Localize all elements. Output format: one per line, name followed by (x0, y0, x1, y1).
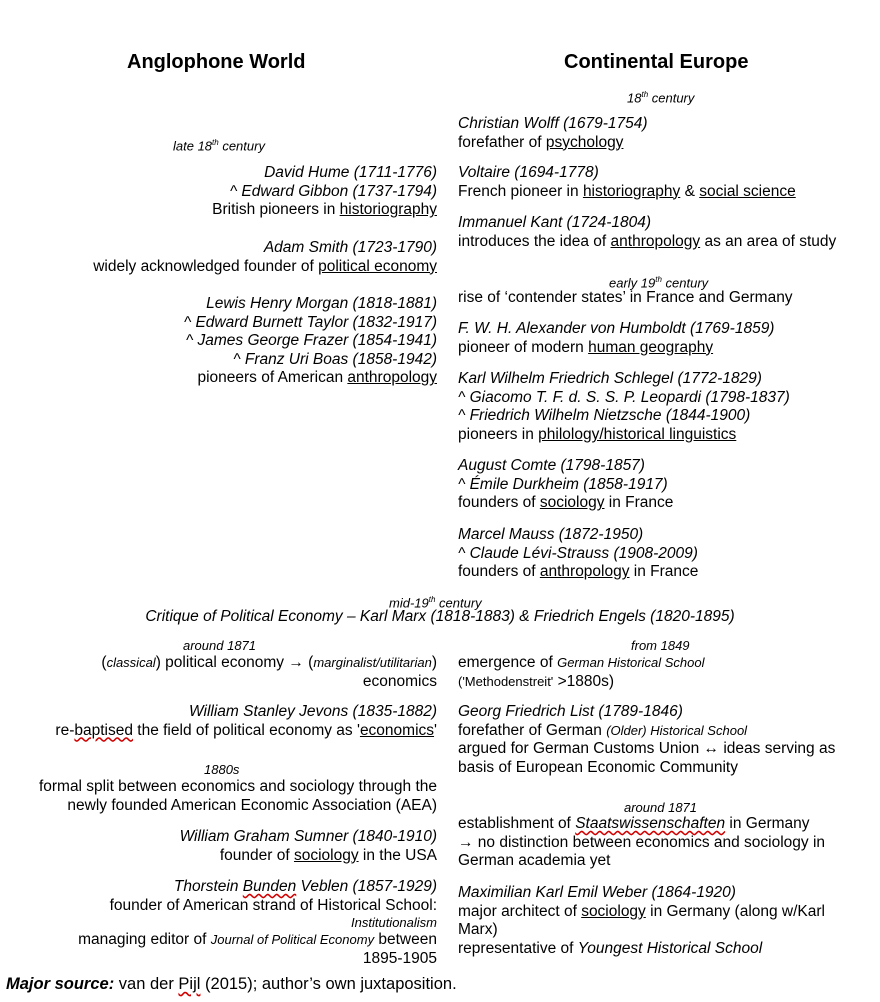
right-sociology-desc: founders of sociology in France (458, 494, 674, 512)
left-jevons-desc: re-baptised the field of political economy as 'economics' (55, 721, 437, 739)
left-veblen-years: 1895-1905 (362, 949, 437, 967)
right-list-block (458, 703, 868, 777)
marx-engels-critique: Critique of Political Economy – Karl Marx (1818-1883) & Friedrich Engels (1820-1895) (145, 608, 735, 625)
right-voltaire: Voltaire (1694-1778) (458, 164, 599, 181)
left-sumner: William Graham Sumner (1840-1910) (179, 828, 437, 845)
period-1880s: 1880s (204, 762, 240, 777)
left-aea-block (0, 778, 437, 815)
right-voltaire-block (458, 164, 868, 201)
right-levi-strauss: ^ Claude Lévi-Strauss (1908-2009) (458, 544, 698, 562)
left-boas: ^ Franz Uri Boas (1858-1942) (233, 350, 437, 368)
right-ghs-line2: ('Methodenstreit' >1880s) (458, 672, 615, 690)
left-veblen-desc: founder of American strand of Historical School: (109, 896, 437, 914)
left-veblen-editor: managing editor of Journal of Political Economy between (78, 931, 437, 949)
right-humboldt-block (458, 320, 868, 357)
left-pe-shift-line2: economics (362, 672, 437, 690)
left-smith: Adam Smith (1723-1790) (263, 239, 437, 256)
right-ghs-line1: emergence of German Historical School (458, 654, 705, 671)
period-mid-19th-century: mid-19th century (389, 595, 482, 611)
heading-continental-europe: Continental Europe (564, 51, 749, 73)
left-aea-line2: newly founded American Economic Association (AEA) (67, 796, 437, 814)
left-taylor: ^ Edward Burnett Taylor (1832-1917) (183, 313, 437, 331)
right-list-eec: basis of European Economic Community (458, 758, 738, 776)
left-hume-gibbon-block (0, 164, 437, 220)
left-veblen: Thorstein Bunden Veblen (1857-1929) (173, 878, 437, 895)
right-weber: Maximilian Karl Emil Weber (1864-1920) (458, 884, 736, 901)
left-smith-block (0, 239, 437, 276)
right-list: Georg Friedrich List (1789-1846) (458, 703, 683, 720)
period-around-1871-left: around 1871 (183, 638, 257, 653)
right-weber-desc: major architect of sociology in Germany (along w/Karl (458, 902, 825, 920)
right-st-line3: German academia yet (458, 852, 611, 870)
left-frazer: ^ James George Frazer (1854-1941) (185, 332, 437, 350)
right-mauss: Marcel Mauss (1872-1950) (458, 526, 644, 543)
right-durkheim: ^ Émile Durkheim (1858-1917) (458, 475, 668, 493)
right-staatswissenschaften-block (458, 815, 868, 871)
right-voltaire-desc: French pioneer in historiography & social science (458, 182, 796, 200)
right-leopardi: ^ Giacomo T. F. d. S. S. P. Leopardi (1798-1837) (458, 388, 790, 406)
right-comte: August Comte (1798-1857) (458, 457, 645, 474)
right-st-line2: → no distinction between economics and sociology in (458, 833, 826, 851)
left-political-economy-shift (0, 654, 437, 691)
right-schlegel: Karl Wilhelm Friedrich Schlegel (1772-1829) (458, 370, 762, 387)
right-humboldt-desc: pioneer of modern human geography (458, 338, 714, 356)
source-note: Major source: van der Pijl (2015); author’s own juxtaposition. (6, 975, 457, 993)
right-weber-block (458, 884, 868, 958)
right-wolff-desc: forefather of psychology (458, 133, 624, 151)
right-anthropology-desc: founders of anthropology in France (458, 563, 699, 581)
right-anthropology-france-block (458, 526, 868, 582)
right-contender-states (458, 289, 868, 308)
left-jevons: William Stanley Jevons (1835-1882) (189, 703, 437, 720)
right-humboldt: F. W. H. Alexander von Humboldt (1769-1859) (458, 320, 775, 337)
right-weber-desc-cont: Marx) (458, 921, 498, 939)
left-veblen-block (0, 878, 437, 968)
period-late-18th-century: late 18th century (173, 138, 265, 154)
left-sumner-block (0, 828, 437, 865)
period-around-1871-right: around 1871 (624, 800, 698, 815)
period-early-19th-century: early 19th century (609, 275, 709, 291)
left-pe-shift-line1: (classical) political economy → (marginalist/utilitarian) (101, 654, 437, 671)
right-wolff-block (458, 115, 868, 152)
left-anthropology-block (0, 295, 437, 388)
right-nietzsche: ^ Friedrich Wilhelm Nietzsche (1844-1900) (458, 407, 751, 425)
heading-anglophone-world: Anglophone World (127, 51, 306, 73)
left-aea-line1: formal split between economics and sociology through the (38, 778, 437, 795)
right-sociology-france-block (458, 457, 868, 513)
right-list-desc: forefather of German (Older) Historical School (458, 721, 748, 739)
left-political-economy-desc: widely acknowledged founder of political economy (93, 257, 437, 275)
period-from-1849: from 1849 (631, 638, 690, 653)
right-st-line1: establishment of Staatswissenschaften in Germany (458, 815, 810, 832)
left-hume: David Hume (1711-1776) (264, 164, 437, 181)
right-philology-desc: pioneers in philology/historical linguistics (458, 425, 737, 443)
right-wolff: Christian Wolff (1679-1754) (458, 115, 648, 132)
right-philology-block (458, 370, 868, 444)
left-anthropology-desc: pioneers of American anthropology (197, 369, 437, 387)
left-historiography-desc: British pioneers in historiography (212, 201, 437, 219)
right-kant-block (458, 214, 868, 251)
left-jevons-block (0, 703, 437, 740)
right-contender-line: rise of ‘contender states’ in France and Germany (458, 289, 793, 306)
right-kant: Immanuel Kant (1724-1804) (458, 214, 652, 231)
right-weber-youngest: representative of Youngest Historical School (458, 939, 763, 957)
left-morgan: Lewis Henry Morgan (1818-1881) (206, 295, 437, 312)
left-veblen-institutionalism: Institutionalism (351, 915, 437, 931)
right-list-customs: argued for German Customs Union ↔ ideas serving as (458, 740, 836, 758)
left-gibbon: ^ Edward Gibbon (1737-1794) (229, 182, 437, 200)
right-kant-desc: introduces the idea of anthropology as an area of study (458, 232, 837, 250)
left-sumner-desc: founder of sociology in the USA (219, 846, 437, 864)
period-18th-century: 18th century (627, 90, 695, 106)
right-german-historical-school (458, 654, 868, 691)
